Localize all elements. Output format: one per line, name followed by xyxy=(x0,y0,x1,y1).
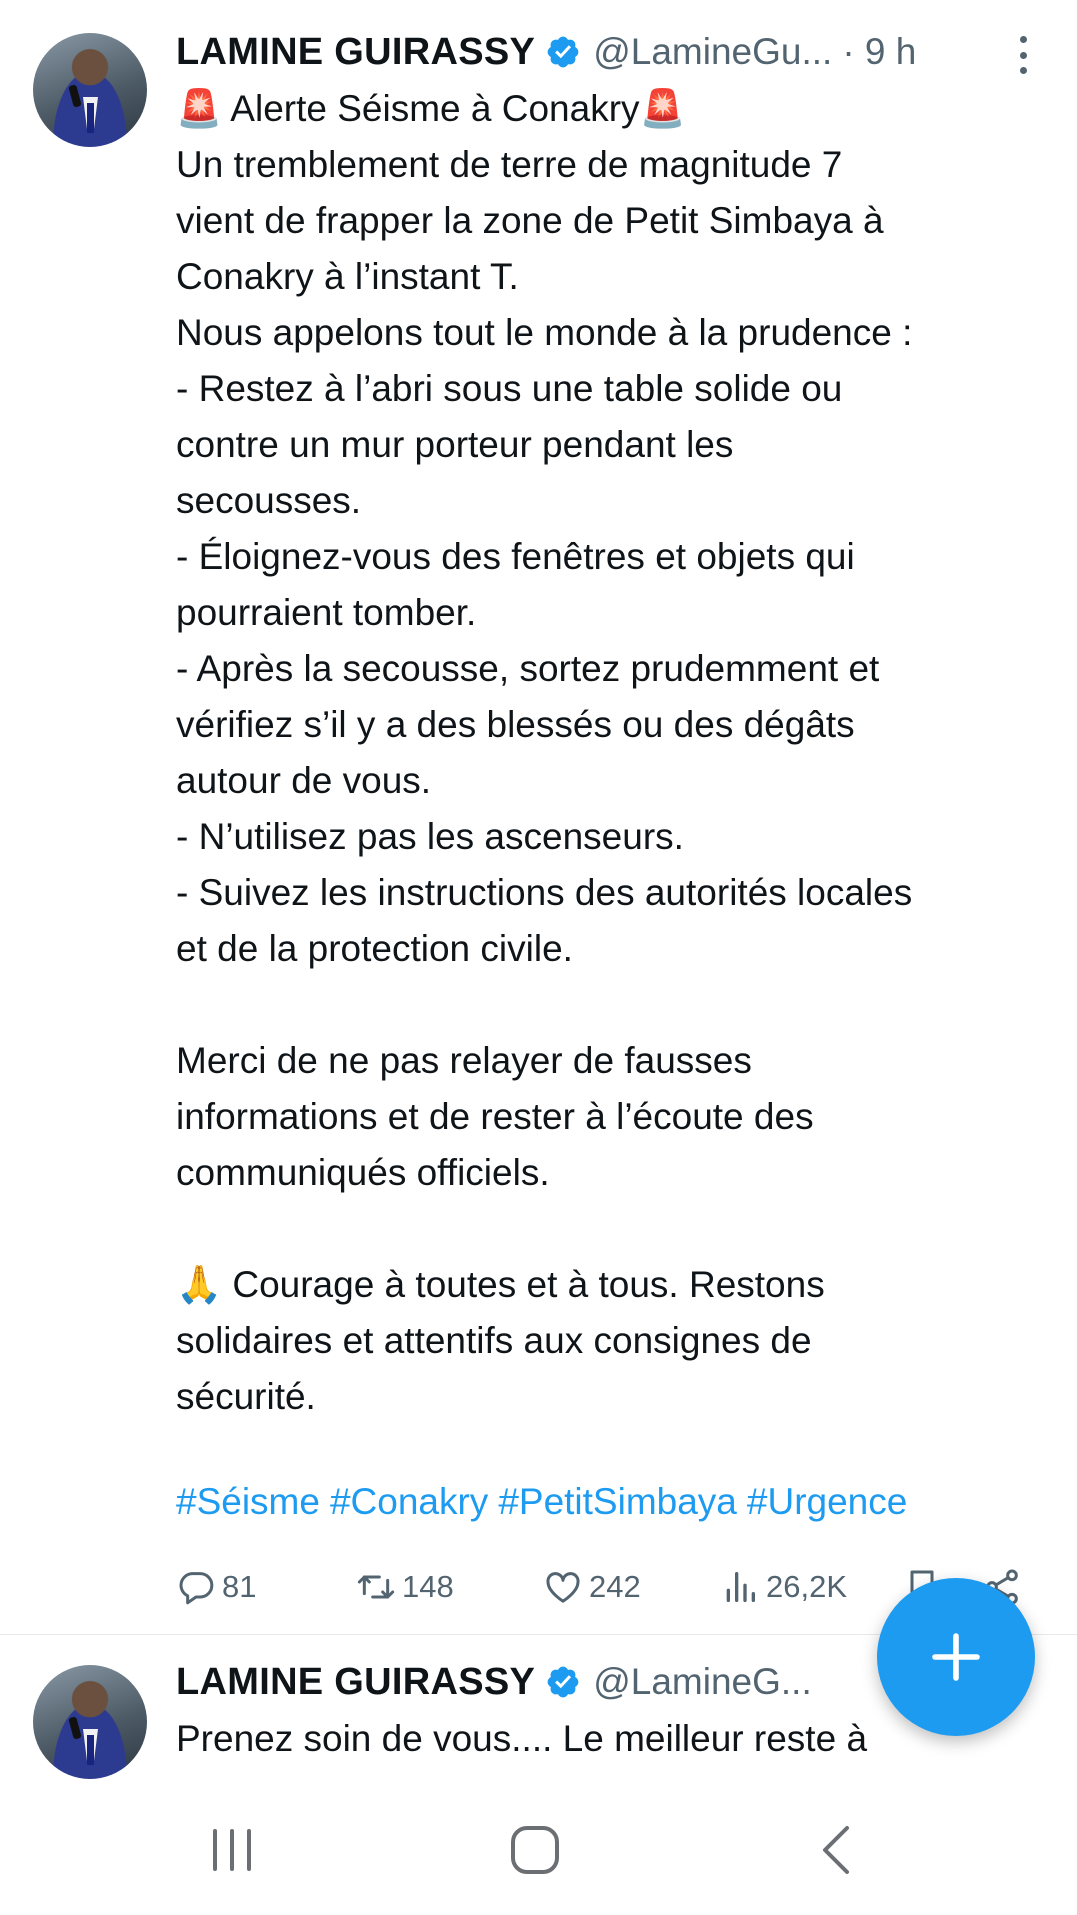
recent-apps-icon xyxy=(207,1825,257,1875)
compose-button[interactable] xyxy=(877,1578,1035,1736)
back-button[interactable] xyxy=(792,1815,882,1885)
tweet-text-line: Nous appelons tout le monde à la prudence : xyxy=(176,312,913,353)
back-icon xyxy=(817,1824,857,1876)
verified-badge-icon xyxy=(545,1664,581,1700)
tweet-text-line: 🚨 Alerte Séisme à Conakry🚨 xyxy=(176,88,686,129)
recent-apps-button[interactable] xyxy=(187,1815,277,1885)
tweet-text xyxy=(176,81,1056,1481)
views-button[interactable] xyxy=(720,1565,847,1609)
tweet-text-line: sécurité. xyxy=(176,1376,316,1417)
like-count: 242 xyxy=(589,1569,641,1604)
tweet-text-line: vérifiez s’il y a des blessés ou des dégâts xyxy=(176,704,855,745)
tweet-text-line xyxy=(176,977,1056,1033)
tweet-text-line: - Restez à l’abri sous une table solide ou xyxy=(176,368,843,409)
tweet-text-line: Conakry à l’instant T. xyxy=(176,256,519,297)
tweet-text-line xyxy=(176,1425,1056,1481)
tweet-text-line: autour de vous. xyxy=(176,760,432,801)
reply-icon xyxy=(176,1567,216,1607)
hashtag-row xyxy=(176,1481,1056,1523)
author-name[interactable]: LAMINE GUIRASSY xyxy=(176,1660,536,1703)
tweet-text-line: - Éloignez-vous des fenêtres et objets qui xyxy=(176,536,855,577)
tweet-header xyxy=(176,1657,812,1707)
tweet-text-line: vient de frapper la zone de Petit Simbaya à xyxy=(176,200,884,241)
hashtag-link[interactable]: #Conakry xyxy=(329,1481,489,1522)
hashtag-link[interactable]: #PetitSimbaya xyxy=(498,1481,737,1522)
tweet-text-line: communiqués officiels. xyxy=(176,1152,550,1193)
verified-badge-icon xyxy=(545,34,581,70)
system-nav-bar xyxy=(0,1785,1077,1915)
home-button[interactable] xyxy=(490,1815,580,1885)
author-avatar[interactable] xyxy=(33,33,147,147)
author-handle[interactable]: @LamineGu... xyxy=(593,31,833,72)
tweet-text-line: contre un mur porteur pendant les xyxy=(176,424,734,465)
plus-icon xyxy=(928,1629,984,1685)
tweet-text-line: solidaires et attentifs aux consignes de xyxy=(176,1320,812,1361)
views-count: 26,2K xyxy=(766,1569,848,1604)
reply-button[interactable] xyxy=(176,1565,256,1609)
repost-button[interactable] xyxy=(356,1565,454,1609)
tweet-text-line: secousses. xyxy=(176,480,362,521)
like-button[interactable] xyxy=(543,1565,641,1609)
tweet-text-line: et de la protection civile. xyxy=(176,928,573,969)
tweet-text-line: informations et de rester à l’écoute des xyxy=(176,1096,814,1137)
reply-count: 81 xyxy=(222,1569,257,1604)
more-options-icon[interactable] xyxy=(1016,36,1030,74)
repost-icon xyxy=(356,1567,396,1607)
tweet-time[interactable]: · 9 h xyxy=(842,31,917,72)
tweet-text-line: 🙏 Courage à toutes et à tous. Restons xyxy=(176,1264,825,1305)
tweet-text-line: - N’utilisez pas les ascenseurs. xyxy=(176,816,684,857)
tweet-header xyxy=(176,27,916,77)
tweet-text-line: Un tremblement de terre de magnitude 7 xyxy=(176,144,843,185)
views-icon xyxy=(720,1567,760,1607)
heart-icon xyxy=(543,1567,583,1607)
author-name[interactable]: LAMINE GUIRASSY xyxy=(176,30,536,73)
author-handle[interactable]: @LamineG... xyxy=(593,1661,812,1702)
tweet-text-line xyxy=(176,1201,1056,1257)
home-icon xyxy=(509,1824,561,1876)
tweet-text-line: - Après la secousse, sortez prudemment et xyxy=(176,648,880,689)
tweet-text-line: Prenez soin de vous.... Le meilleur reste à xyxy=(176,1718,868,1759)
tweet-text-line: - Suivez les instructions des autorités locales xyxy=(176,872,913,913)
hashtag-link[interactable]: #Séisme xyxy=(176,1481,320,1522)
hashtag-link[interactable]: #Urgence xyxy=(746,1481,908,1522)
tweet-text-line: pourraient tomber. xyxy=(176,592,477,633)
author-avatar[interactable] xyxy=(33,1665,147,1779)
repost-count: 148 xyxy=(402,1569,454,1604)
tweet-text-line: Merci de ne pas relayer de fausses xyxy=(176,1040,752,1081)
